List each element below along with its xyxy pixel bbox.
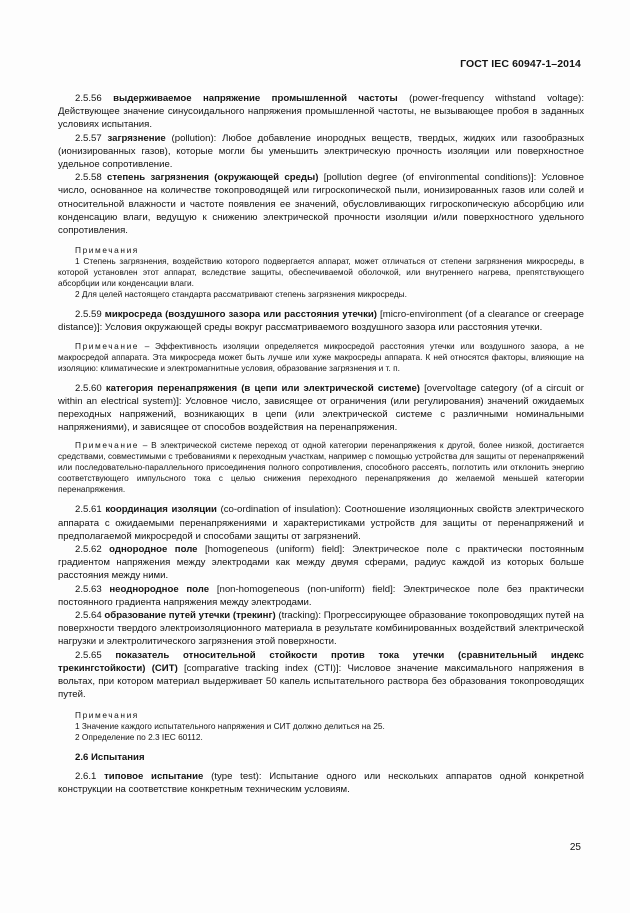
clause-text: (power-frequency withstand voltage): Действующее значение синусоидального напряжения промышленной частоты, не вызывающее пробоя в заданных условиях испытания. [58,93,584,131]
note-item: 2 Определение по 2.3 IEC 60112. [75,731,203,742]
clause-2-5-60 [58,382,584,435]
clause-text: (tracking): Прогрессирующее образование токопроводящих путей на поверхности твердого электроизоляционного материала в результате комбинированных воздействий электрической нагрузки и электролитического загрязнения этой поверхности. [58,610,584,648]
note-heading: Примечание [75,340,140,351]
clause-number: 2.5.61 [75,504,102,516]
notes-heading: Примечания [75,709,139,720]
clause-text: [non-homogeneous (non-uniform) field]: Электрическое поле без практически постоянного градиента напряжения между электродами. [58,583,584,608]
clause-text: (co-ordination of insulation): Соотношение изоляционных свойств электрического аппарата с ожидаемыми перенапряжениями и характеристиками устройств для защиты от перенапряжений и предполагаемой микросредой и способами защиты от загрязнений. [58,504,584,542]
clause-text: [homogeneous (uniform) field]: Электрическое поле с практически постоянным градиентом напряжения между электродами как между двумя сферами, радиус каждой из которых больше расстояния между ними. [58,544,584,582]
clause-number: 2.5.65 [75,649,102,661]
clause-term: загрязнение [107,132,166,144]
clause-2-6-1 [58,770,584,796]
clause-number: 2.5.63 [75,583,102,595]
clause-number: 2.5.64 [75,610,102,622]
clause-2-5-58 [58,171,584,237]
clause-2-5-63 [58,583,584,609]
clause-text: [overvoltage category (of a circuit or within an electrical system)]: Условное число, зависящее от ограничения (или регулирования) значений ожидаемых переходных напряжений, возникающих в цепи (или электрической системе с различными номинальными напряжениями), и зависящее от способов воздействия на перенапряжения. [58,382,584,434]
clause-2-5-59 [58,308,584,334]
clause-term: категория перенапряжения (в цепи или электрической системе) [105,382,420,394]
note-block [58,341,584,374]
clause-term: типовое испытание [104,770,204,782]
note-item: 1 Значение каждого испытательного напряжения и СИТ должно делиться на 25. [75,720,385,731]
page-content [58,92,584,796]
clause-text: [pollution degree (of environmental conditions)]: Условное число, основанное на количестве токопроводящей или гигроскопической пыли, ионизированных газов или солей и относительной влажности и частоте появления ее значений, обусловливающих гигроскопическую абсорбцию или конденсацию влаги, ведущую к снижению электрической прочности изоляции и/или поверхностного удельного сопротивления. [58,172,584,237]
clause-number: 2.5.57 [75,132,102,144]
clause-number: 2.5.58 [75,172,102,184]
clause-text: [comparative tracking index (CTI)]: Числовое значение максимального напряжения в вольтах, при котором материал выдерживает 50 капель испытательного раствора без образования токопроводящих путей. [58,662,584,701]
clause-number: 2.5.60 [75,382,102,394]
note-item: 2 Для целей настоящего стандарта рассматривают степень загрязнения микросреды. [75,289,407,300]
clause-term: выдерживаемое напряжение промышленной частоты [113,93,398,104]
clause-term: однородное поле [109,544,198,556]
clause-2-5-56 [58,92,584,132]
page-number: 25 [569,842,581,853]
clause-term: показатель относительной стойкости против тока утечки (сравнительный индекс трекингстойкости) (СИТ) [58,649,585,674]
clause-2-5-62 [58,543,584,583]
clause-term: микросреда (воздушного зазора или расстояния утечки) [104,309,377,321]
clause-term: координация изоляции [105,504,217,516]
note-item: 1 Степень загрязнения, воздействию которого подвергается аппарат, может отличаться от степени загрязнения микросреды, в которой установлен этот аппарат, вследствие защиты, обеспечиваемой оболочкой, или внутреннего нагрева, препятствующего абсорбции или конденсации влаги. [58,256,584,289]
clause-text: (pollution): Любое добавление инородных веществ, твердых, жидких или газообразных (ионизированных газов), которые могли бы уменьшить электрическую прочность изоляции или поверхностное удельное сопротивление. [58,132,584,171]
clause-term: неоднородное поле [109,583,210,595]
clause-2-5-61 [58,503,584,543]
clause-2-5-64 [58,609,584,649]
clause-text: (type test): Испытание одного или нескольких аппаратов одной конкретной конструкции на соответствие конкретным техническим условиям. [58,770,585,795]
clause-number: 2.5.59 [75,309,102,321]
clause-2-5-57 [58,132,584,172]
clause-number: 2.5.62 [75,544,102,556]
document-header: ГОСТ IEC 60947-1–2014 [460,58,581,70]
note-text: – В электрической системе переход от одной категории перенапряжения к другой, более низкой, достигается средствами, совместимыми с требованиями к переходным участкам, например с помощью устройства для защиты от перенапряжений или последовательно-параллельного присоединения полного сопротивления, способного рассеять, поглотить или отклонить энергию соответствующего импульсного тока с целью снижения переходного перенапряжения до желаемой меньшей категории перенапряжения. [58,440,584,495]
clause-term: степень загрязнения (окружающей среды) [106,172,319,184]
notes-heading: Примечания [75,245,139,256]
note-text: – Эффективность изоляции определяется микросредой расстояния утечки или воздушного зазора, а не макросредой аппарата. Эта микросреда может быть лучше или хуже макросреды аппарата. К ней относятся факторы, влияющие на изоляцию: климатические и электромагнитные условия, образование загрязнения и т. п. [58,340,584,373]
section-heading: 2.6 Испытания [75,751,145,763]
clause-term: образование путей утечки (трекинг) [104,610,276,622]
clause-number: 2.6.1 [75,770,97,782]
clause-text: [micro-environment (of a clearance or creepage distance)]: Условия окружающей среды вокруг рассматриваемого воздушного зазора или расстояния утечки. [58,309,584,334]
clause-number: 2.5.56 [75,93,102,104]
note-heading: Примечание [75,440,140,451]
note-block [58,440,584,495]
clause-2-5-65 [58,649,584,702]
